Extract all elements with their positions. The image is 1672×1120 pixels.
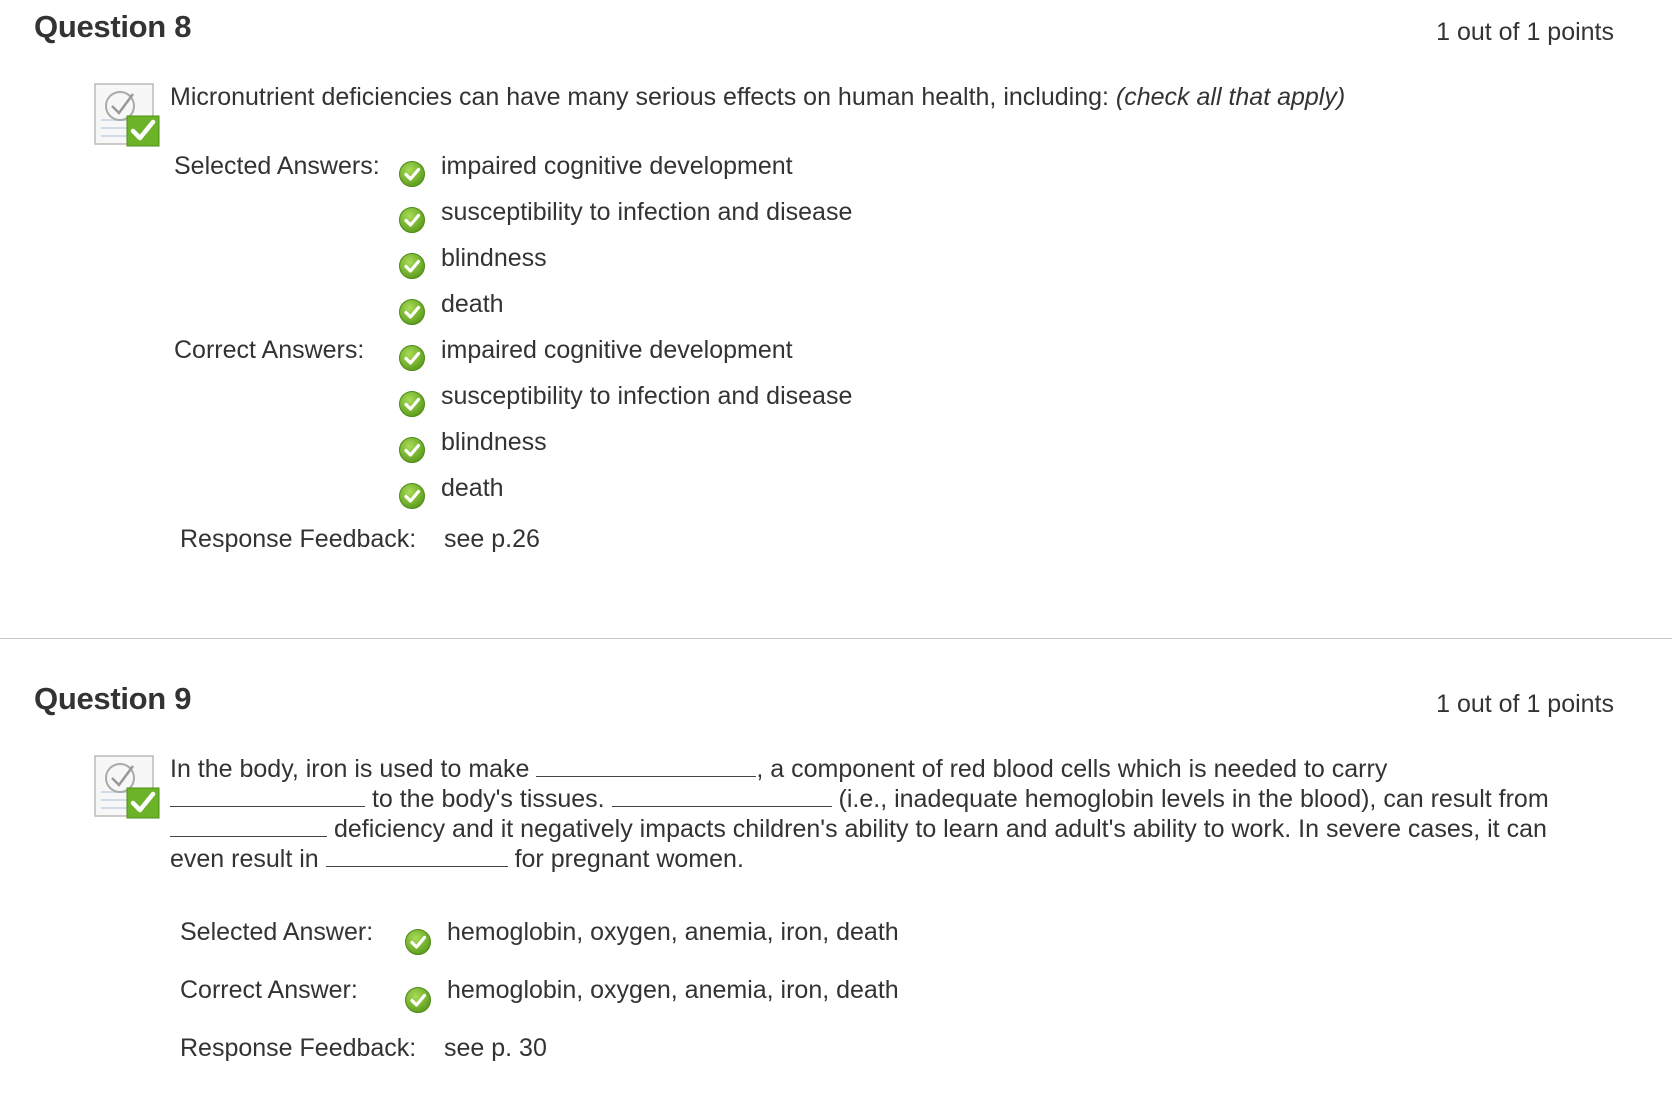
selected-answer-item: death [441, 290, 504, 318]
fill-blank [536, 754, 756, 777]
selected-answer-item: susceptibility to infection and disease [441, 198, 853, 226]
selected-answers-label: Selected Answers: [174, 152, 380, 180]
fill-blank [170, 814, 327, 837]
fill-blank [612, 784, 832, 807]
question-9-prompt: In the body, iron is used to make , a component of red blood cells which is needed to carry to the body's tissues. (i.e., inadequate hemoglobin levels in the blood), can result from deficiency and it negatively impacts children's ability to learn and adult's ability to work. In severe cases, it can even result in for pregnant women. [170, 755, 1549, 873]
question-9-title: Question 9 [34, 681, 192, 716]
check-icon [398, 160, 426, 188]
question-divider [0, 638, 1672, 639]
selected-answer-item: impaired cognitive development [441, 152, 793, 180]
correct-answer-item: susceptibility to infection and disease [441, 382, 853, 410]
correct-answer-item: death [441, 474, 504, 502]
check-icon [398, 482, 426, 510]
check-icon [404, 986, 432, 1014]
correct-answer-label: Correct Answer: [180, 976, 358, 1004]
check-icon [398, 252, 426, 280]
check-icon [398, 206, 426, 234]
fill-blank [326, 844, 508, 867]
correct-answer-text: hemoglobin, oxygen, anemia, iron, death [447, 976, 899, 1004]
fill-blank [170, 784, 365, 807]
response-feedback-label: Response Feedback: [180, 525, 417, 553]
response-feedback-text: see p. 30 [444, 1034, 547, 1062]
correct-answer-item: blindness [441, 428, 547, 456]
question-8-hint: (check all that apply) [1115, 83, 1346, 111]
question-8-prompt: Micronutrient deficiencies can have many serious effects on human health, including: (check all that apply) [170, 83, 1346, 111]
question-correct-icon [93, 752, 161, 820]
response-feedback-text: see p.26 [444, 525, 540, 553]
question-correct-icon [93, 80, 161, 148]
check-icon [398, 344, 426, 372]
check-icon [398, 436, 426, 464]
check-icon [398, 390, 426, 418]
question-8-title: Question 8 [34, 9, 192, 44]
selected-answer-label: Selected Answer: [180, 918, 374, 946]
correct-answer-item: impaired cognitive development [441, 336, 793, 364]
question-9-points: 1 out of 1 points [1436, 690, 1614, 718]
selected-answer-text: hemoglobin, oxygen, anemia, iron, death [447, 918, 899, 946]
check-icon [398, 298, 426, 326]
correct-answers-label: Correct Answers: [174, 336, 365, 364]
check-icon [404, 928, 432, 956]
selected-answer-item: blindness [441, 244, 547, 272]
question-8-points: 1 out of 1 points [1436, 18, 1614, 46]
response-feedback-label: Response Feedback: [180, 1034, 417, 1062]
